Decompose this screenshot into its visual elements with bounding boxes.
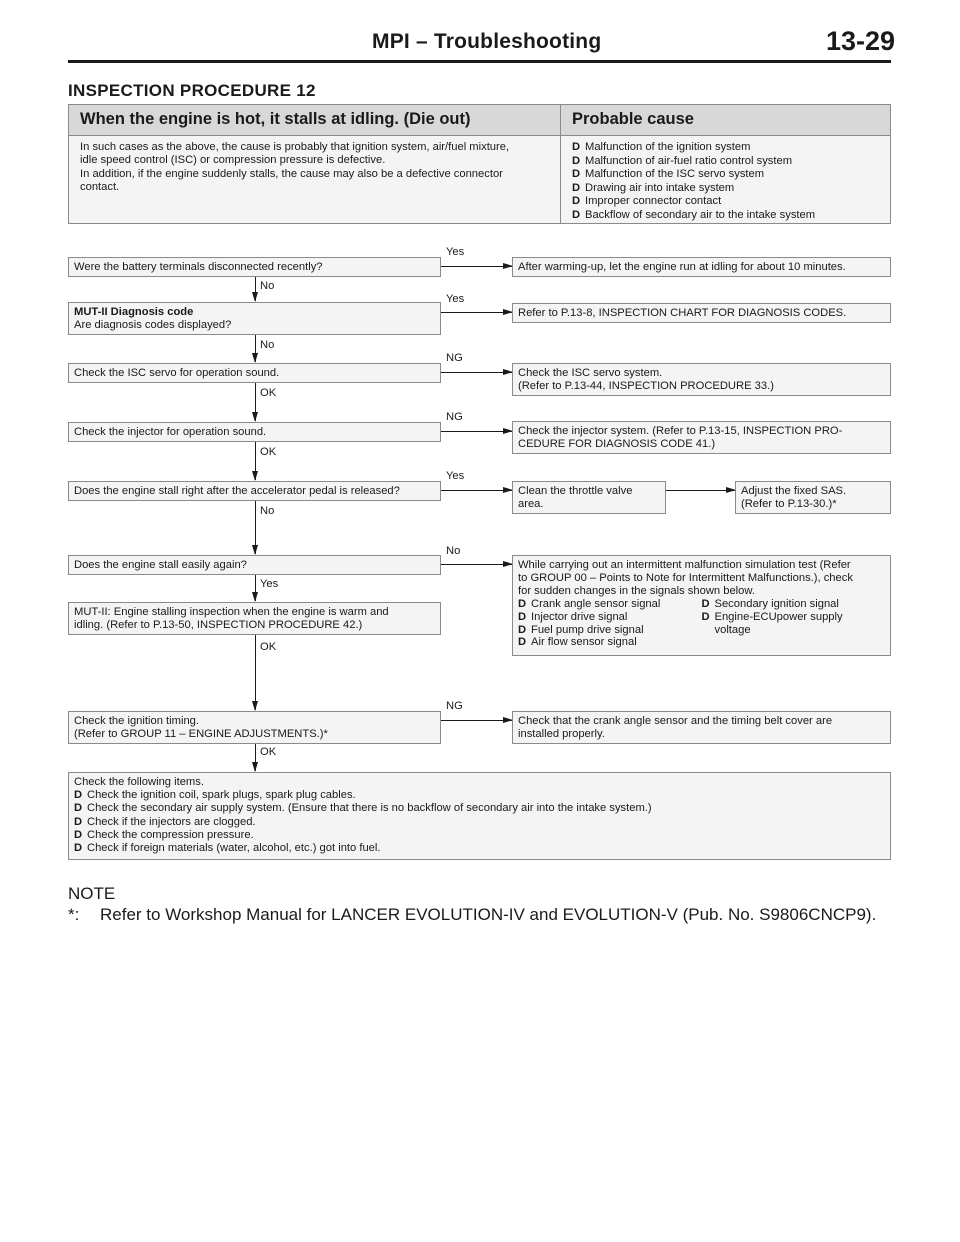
yes-label: Yes	[446, 470, 465, 482]
result-clean-throttle: Clean the throttle valve area.	[512, 481, 666, 514]
arrow-right-icon	[441, 266, 512, 267]
arrow-down-icon	[255, 442, 256, 480]
bullet-icon: D	[74, 842, 83, 855]
bullet-icon: D	[701, 597, 710, 610]
no-label: No	[260, 280, 275, 292]
bullet-icon: D	[518, 597, 527, 610]
bullet-icon: D	[518, 623, 527, 636]
list-item: D Engine-ECUpower supply	[701, 610, 843, 623]
bullet-icon: D	[74, 802, 83, 815]
result-adjust-sas: Adjust the fixed SAS. (Refer to P.13-30.)*	[735, 481, 891, 514]
step-stall-again: Does the engine stall easily again?	[68, 555, 441, 575]
bullet-icon: D	[74, 815, 83, 828]
arrow-right-icon	[441, 372, 512, 373]
ng-label: NG	[446, 352, 463, 364]
arrow-down-icon	[255, 383, 256, 421]
ok-label: OK	[260, 446, 277, 458]
list-item: D Check the compression pressure.	[74, 828, 254, 841]
list-item: D Secondary ignition signal	[701, 597, 839, 610]
header-rule	[68, 60, 891, 63]
result-intermittent-test: While carrying out an intermittent malfunction simulation test (Refer to GROUP 00 – Points to Note for Intermittent Malfunctions.), check for sudden changes in the signals shown below. D Crank angle sensor signal D Injector drive signal D Fuel pump drive signal D Air flow sensor signal D Secondary ignition signal D Engine-ECUpower supply voltage	[512, 555, 891, 656]
list-item: D Air flow sensor signal	[518, 636, 637, 649]
step-ignition-timing: Check the ignition timing. (Refer to GROUP 11 – ENGINE ADJUSTMENTS.)*	[68, 711, 441, 744]
result-isc-servo-system: Check the ISC servo system. (Refer to P.13-44, INSPECTION PROCEDURE 33.)	[512, 363, 891, 396]
list-item: D Check the secondary air supply system. (Ensure that there is no backflow of secondary air into the intake system.)	[74, 802, 652, 815]
bullet-icon: D	[572, 208, 581, 221]
no-label: No	[446, 545, 461, 557]
result-crank-angle-sensor: Check that the crank angle sensor and the timing belt cover are installed properly.	[512, 711, 891, 744]
bullet-icon: D	[572, 141, 581, 153]
list-item: D Injector drive signal	[518, 610, 628, 623]
list-item: D Malfunction of the ignition system	[572, 141, 751, 153]
bullet-icon: D	[572, 181, 581, 194]
bullet-icon: D	[518, 636, 527, 649]
result-warm-up-idle: After warming-up, let the engine run at idling for about 10 minutes.	[512, 257, 891, 277]
yes-label: Yes	[446, 246, 465, 258]
arrow-right-icon	[441, 431, 512, 432]
probable-causes-list	[572, 141, 890, 223]
step-stall-after-release: Does the engine stall right after the accelerator pedal is released?	[68, 481, 441, 501]
arrow-right-icon	[441, 312, 512, 313]
symptom-header: When the engine is hot, it stalls at idling. (Die out)	[80, 110, 471, 128]
list-item: D Improper connector contact	[572, 195, 722, 208]
final-items-list	[74, 789, 885, 855]
ok-label: OK	[260, 746, 277, 758]
list-item: voltage	[714, 623, 751, 636]
problem-table	[68, 104, 891, 224]
step-isc-servo-sound: Check the ISC servo for operation sound.	[68, 363, 441, 383]
step-injector-sound: Check the injector for operation sound.	[68, 422, 441, 442]
bullet-icon: D	[572, 195, 581, 208]
list-item: D Malfunction of air-fuel ratio control system	[572, 154, 793, 167]
list-item: D Crank angle sensor signal	[518, 597, 661, 610]
ng-label: NG	[446, 700, 463, 712]
signal-columns	[518, 598, 885, 650]
bullet-icon: D	[572, 168, 581, 181]
arrow-down-icon	[255, 744, 256, 771]
ng-label: NG	[446, 411, 463, 423]
procedure-title: INSPECTION PROCEDURE 12	[68, 81, 316, 100]
ok-label: OK	[260, 387, 277, 399]
final-check-items: Check the following items. D Check the ignition coil, spark plugs, spark plug cables. D Check the secondary air supply system. (Ensure that there is no backflow of secondary air into the intake system.) D Check if the injectors are clogged. D Check the compression pressure. D Check if foreign materials (water, alcohol, etc.) got into fuel.	[68, 772, 891, 860]
note-text: *: Refer to Workshop Manual for LANCER EVOLUTION-IV and EVOLUTION-V (Pub. No. S9806CNCP9).	[68, 905, 877, 924]
arrow-right-icon	[441, 490, 512, 491]
list-item: D Fuel pump drive signal	[518, 623, 644, 636]
yes-label: Yes	[260, 578, 279, 590]
bullet-icon: D	[572, 154, 581, 167]
bullet-icon: D	[74, 789, 83, 802]
page-number: 13-29	[826, 26, 896, 56]
yes-label: Yes	[446, 293, 465, 305]
arrow-down-icon	[255, 501, 256, 554]
list-item: D Malfunction of the ISC servo system	[572, 168, 765, 181]
arrow-down-icon	[255, 335, 256, 362]
step-mut-stalling-inspection: MUT-II: Engine stalling inspection when the engine is warm and idling. (Refer to P.13-50, INSPECTION PROCEDURE 42.)	[68, 602, 441, 635]
arrow-right-icon	[666, 490, 735, 491]
symptom-description: In such cases as the above, the cause is probably that ignition system, air/fuel mixture, idle speed control (ISC) or compression pressure is defective. In addition, if the engine suddenly stalls, the cause may also be a defective connector contact.	[80, 141, 510, 194]
signals-right-list	[702, 598, 886, 650]
step-battery-check: Were the battery terminals disconnected recently?	[68, 257, 441, 277]
ok-label: OK	[260, 641, 277, 653]
list-item: D Drawing air into intake system	[572, 181, 735, 194]
page-header-title: MPI – Troubleshooting	[372, 30, 602, 53]
no-label: No	[260, 339, 275, 351]
signals-left-list	[518, 598, 702, 650]
list-item: D Check the ignition coil, spark plugs, spark plug cables.	[74, 789, 356, 802]
bullet-icon: D	[518, 610, 527, 623]
list-item: D Check if foreign materials (water, alcohol, etc.) got into fuel.	[74, 842, 381, 855]
step-diagnosis-code: MUT-II Diagnosis code Are diagnosis codes displayed?	[68, 302, 441, 335]
result-diagnosis-chart: Refer to P.13-8, INSPECTION CHART FOR DIAGNOSIS CODES.	[512, 303, 891, 323]
list-item: D Check if the injectors are clogged.	[74, 815, 256, 828]
bullet-icon: D	[701, 610, 710, 623]
note-marker: *:	[68, 905, 80, 924]
arrow-down-icon	[255, 575, 256, 601]
arrow-down-icon	[255, 277, 256, 301]
result-injector-system: Check the injector system. (Refer to P.13-15, INSPECTION PRO- CEDURE FOR DIAGNOSIS CODE 41.)	[512, 421, 891, 454]
arrow-down-icon	[255, 635, 256, 710]
cause-header: Probable cause	[572, 110, 694, 128]
bullet-icon: D	[74, 828, 83, 841]
note-heading: NOTE	[68, 884, 116, 903]
table-divider	[560, 105, 561, 223]
arrow-right-icon	[441, 564, 512, 565]
arrow-right-icon	[441, 720, 512, 721]
list-item: D Backflow of secondary air to the intake system	[572, 208, 816, 221]
no-label: No	[260, 505, 275, 517]
